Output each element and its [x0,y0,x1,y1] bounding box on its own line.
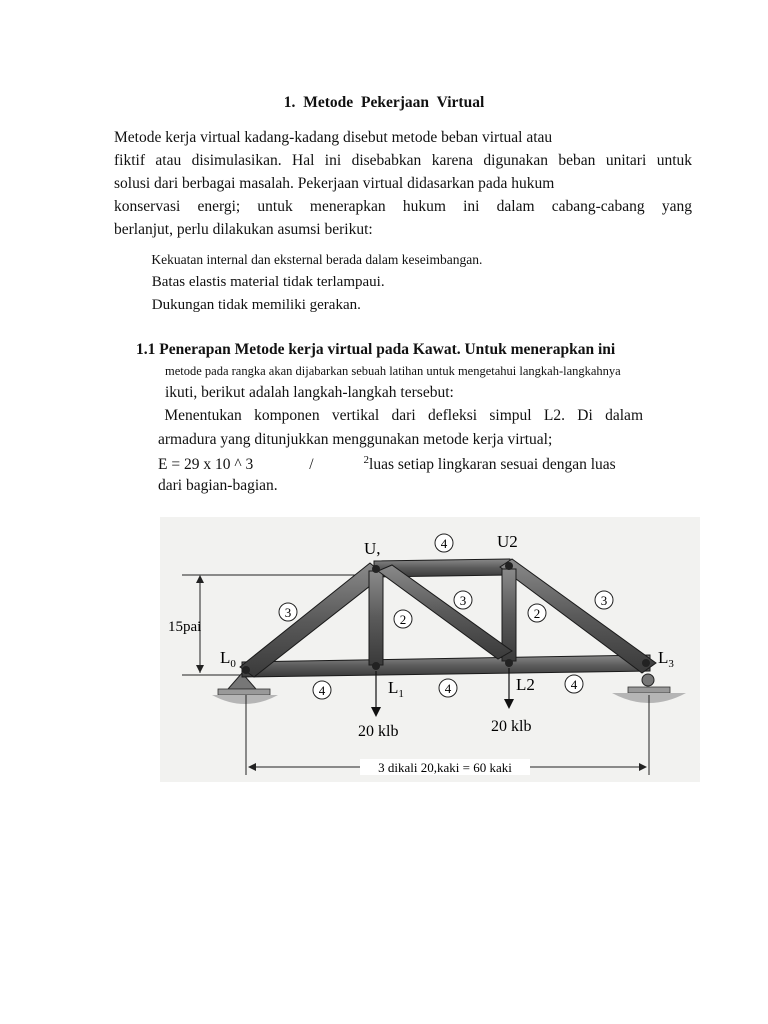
step-line: armadura yang ditunjukkan menggunakan metode kerja virtual; [158,431,553,448]
node-label: U2 [497,532,518,551]
joint-pin [505,659,513,667]
list-item [134,248,482,271]
load-label: 20 klb [491,718,532,735]
subsection-line: ikuti, berikut adalah langkah-langkah tersebut: [165,384,454,401]
step-text: Menentukan komponen vertikal dari defleksi simpul L2. Di dalam [164,407,643,424]
area-label: 2 [533,606,541,621]
step-line [138,407,643,425]
intro-line: berlanjut, perlu dilakukan asumsi berikut: [114,221,373,238]
subsection-line: metode pada rangka akan dijabarkan sebuah latihan untuk mengetahui langkah-langkahnya [165,364,621,378]
node-label: $L_0$ [220,648,236,670]
modulus-formula: E = 29 x 10 ^ 3 [158,456,254,474]
assumption-list [134,248,482,317]
load-label: 20 klb [358,723,399,740]
formula-slash: / [309,456,314,474]
joint-pin [372,565,380,573]
area-label: 2 [399,612,407,627]
assumption-text: Batas elastis material tidak terlampaui. [151,274,385,290]
assumption-text: Kekuatan internal dan eksternal berada dalam keseimbangan. [151,252,483,267]
joint-pin [372,662,380,670]
span-label: 3 dikali 20,kaki = 60 kaki [378,760,512,775]
area-label: 3 [600,593,608,608]
intro-line: fiktif atau disimulasikan. Hal ini disebabkan karena digunakan beban unitari untuk [114,152,692,169]
formula-superscript: 2 [363,454,370,466]
area-label: 3 [284,605,292,620]
joint-pin [242,666,250,674]
step-line: dari bagian-bagian. [158,477,278,494]
joint-pin [505,562,513,570]
node-label: U, [364,539,381,558]
subsection-heading: 1.1 Penerapan Metode kerja virtual pada Kawat. Untuk menerapkan ini [136,341,616,358]
area-label: 4 [440,536,448,551]
height-label: 15pai [168,619,202,635]
truss-diagram [160,517,700,782]
section-title: 1. Metode Pekerjaan Virtual [283,94,485,111]
intro-line: solusi dari berbagai masalah. Pekerjaan virtual didasarkan pada hukum [114,175,555,192]
area-label: 4 [570,677,578,692]
node-label: $L_3$ [658,648,674,670]
area-label: 3 [459,593,467,608]
intro-line: Metode kerja virtual kadang-kadang disebut metode beban virtual atau [114,129,553,146]
area-label: 4 [444,681,452,696]
assumption-text: Dukungan tidak memiliki gerakan. [151,297,361,313]
list-item [134,294,482,317]
truss-figure [160,517,700,782]
area-label: 4 [318,683,326,698]
step-line [158,454,663,474]
intro-line: konservasi energi; untuk menerapkan hukum ini dalam cabang-cabang yang [114,198,692,215]
vertical-u1-l1 [369,571,383,665]
list-item [134,271,482,294]
node-label: $L_1$ [388,678,404,700]
node-label: L2 [516,675,535,694]
joint-pin [642,659,650,667]
intro-paragraph [114,126,692,241]
step-text: luas setiap lingkaran sesuai dengan luas [369,456,616,474]
